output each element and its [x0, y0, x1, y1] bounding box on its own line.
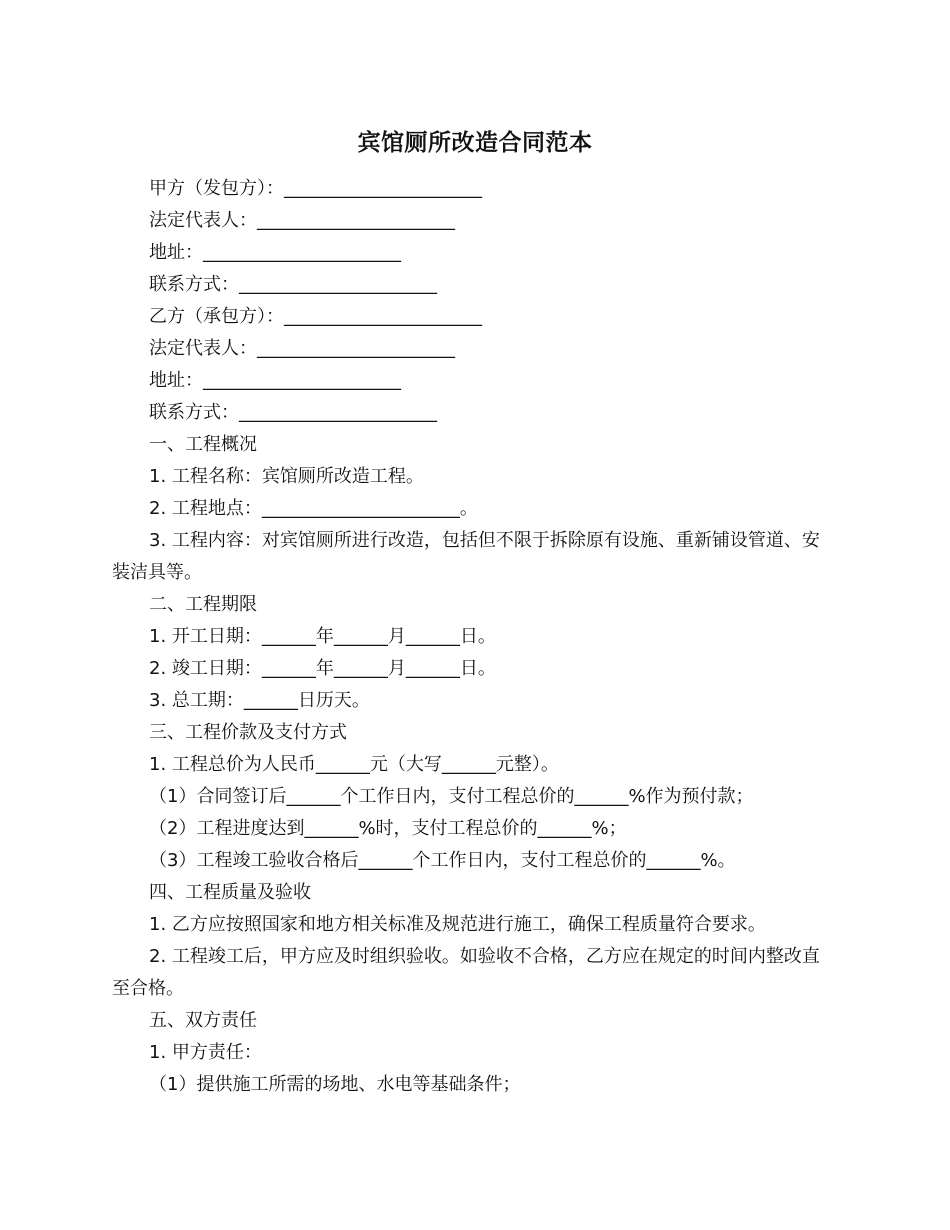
- section-heading: 一、工程概况: [149, 434, 257, 455]
- document-paragraph: （1）合同签订后______个工作日内，支付工程总价的______%作为预付款；: [149, 786, 754, 807]
- party-b-address-line: 地址：______________________: [149, 370, 401, 391]
- document-paragraph: 1. 乙方应按照国家和地方相关标准及规范进行施工，确保工程质量符合要求。: [149, 914, 766, 935]
- document-paragraph: （2）工程进度达到______%时，支付工程总价的______%；: [149, 818, 627, 839]
- document-paragraph: 1. 工程名称：宾馆厕所改造工程。: [149, 466, 424, 487]
- section-heading: 四、工程质量及验收: [149, 882, 311, 903]
- section-heading: 二、工程期限: [149, 594, 257, 615]
- party-b-line: 乙方（承包方）：______________________: [149, 306, 482, 327]
- document-paragraph: 3. 总工期：______日历天。: [149, 690, 370, 711]
- document-paragraph: 1. 甲方责任：: [149, 1042, 262, 1063]
- section-heading: 三、工程价款及支付方式: [149, 722, 347, 743]
- party-a-address-line: 地址：______________________: [149, 242, 401, 263]
- document-paragraph: 3. 工程内容：对宾馆厕所进行改造，包括但不限于拆除原有设施、重新铺设管道、安装洁具等。: [112, 530, 820, 583]
- document-paragraph: 1. 开工日期：______年______月______日。: [149, 626, 496, 647]
- document-body: [112, 173, 828, 1101]
- document-title: 宾馆厕所改造合同范本: [357, 130, 593, 156]
- document-paragraph: 2. 工程地点：______________________。: [149, 498, 478, 519]
- section-heading: 五、双方责任: [149, 1010, 257, 1031]
- party-a-representative-line: 法定代表人：______________________: [149, 210, 455, 231]
- document-paragraph: 1. 工程总价为人民币______元（大写______元整）。: [149, 754, 559, 775]
- party-a-line: 甲方（发包方）：______________________: [149, 178, 482, 199]
- document-paragraph: （1）提供施工所需的场地、水电等基础条件；: [149, 1074, 521, 1095]
- document-paragraph: （3）工程竣工验收合格后______个工作日内，支付工程总价的______%。: [149, 850, 736, 871]
- party-b-contact-line: 联系方式：______________________: [149, 402, 437, 423]
- party-b-representative-line: 法定代表人：______________________: [149, 338, 455, 359]
- document-paragraph: 2. 竣工日期：______年______月______日。: [149, 658, 496, 679]
- document-paragraph: 2. 工程竣工后，甲方应及时组织验收。如验收不合格，乙方应在规定的时间内整改直至合格。: [112, 946, 820, 999]
- party-a-contact-line: 联系方式：______________________: [149, 274, 437, 295]
